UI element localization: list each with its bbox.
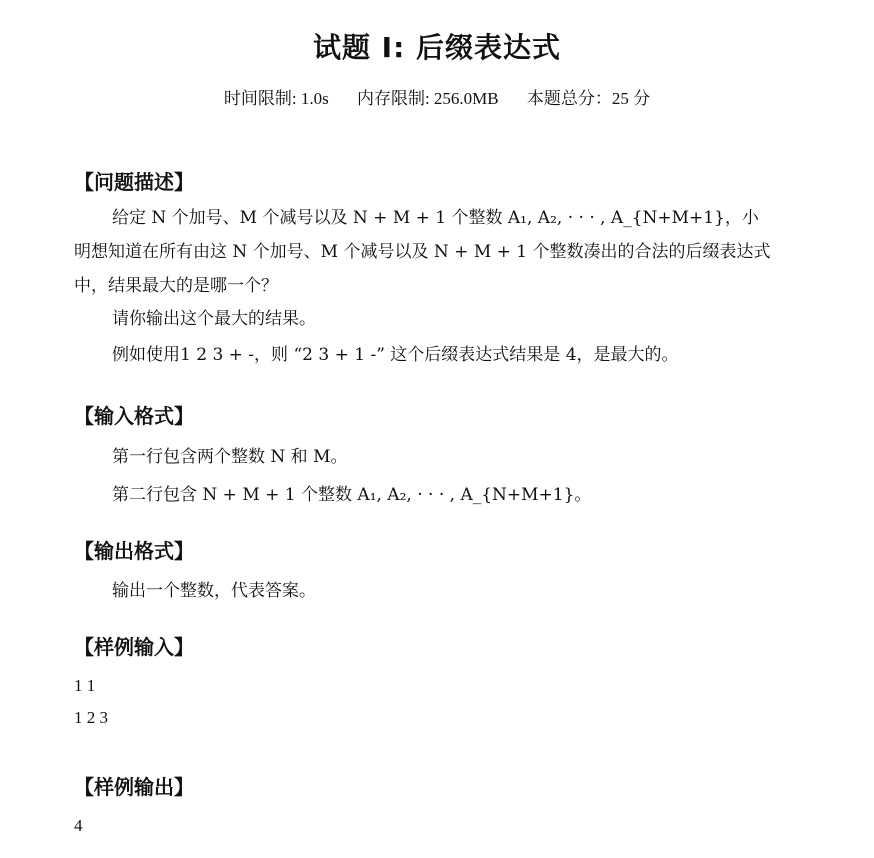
input-format-line-1: 第一行包含两个整数 N 和 M。 [112, 447, 348, 467]
sample-output-block [74, 810, 83, 842]
sample-output-heading: 【样例输出】 [74, 775, 194, 799]
input-format-heading: 【输入格式】 [74, 404, 194, 428]
sample-output-line: 4 [74, 816, 83, 835]
problem-title: 试题 I: 后缀表达式 [312, 31, 562, 64]
output-format-line: 输出一个整数，代表答案。 [112, 581, 316, 601]
sample-input-line: 1 2 3 [74, 708, 108, 727]
time-limit: 时间限制: 1.0s [223, 89, 329, 108]
problem-meta [0, 84, 874, 109]
sample-input-heading: 【样例输入】 [74, 635, 194, 659]
description-heading: 【问题描述】 [74, 170, 194, 194]
description-example: 例如使用1 2 3 + -，则 “2 3 + 1 -” 这个后缀表达式结果是 4，是最大的。 [112, 345, 679, 365]
sample-input-block [74, 670, 108, 734]
description-request: 请你输出这个最大的结果。 [112, 309, 316, 329]
total-score: 本题总分：25 分 [526, 89, 651, 108]
memory-limit: 内存限制: 256.0MB [356, 89, 499, 108]
sample-input-line: 1 1 [74, 676, 96, 695]
description-paragraph: 给定 N 个加号、M 个减号以及 N + M + 1 个整数 A₁, A₂, · · · , A_{N+M+1}，小明想知道在所有由这 N 个加号、M 个减号以及 N + M + 1 个整数凑出的合法的后缀表达式中，结果最大的是哪一个？ [74, 208, 771, 296]
input-format-line-2: 第二行包含 N + M + 1 个整数 A₁, A₂, · · · , A_{N+M+1}。 [112, 485, 592, 505]
output-format-heading: 【输出格式】 [74, 539, 194, 563]
